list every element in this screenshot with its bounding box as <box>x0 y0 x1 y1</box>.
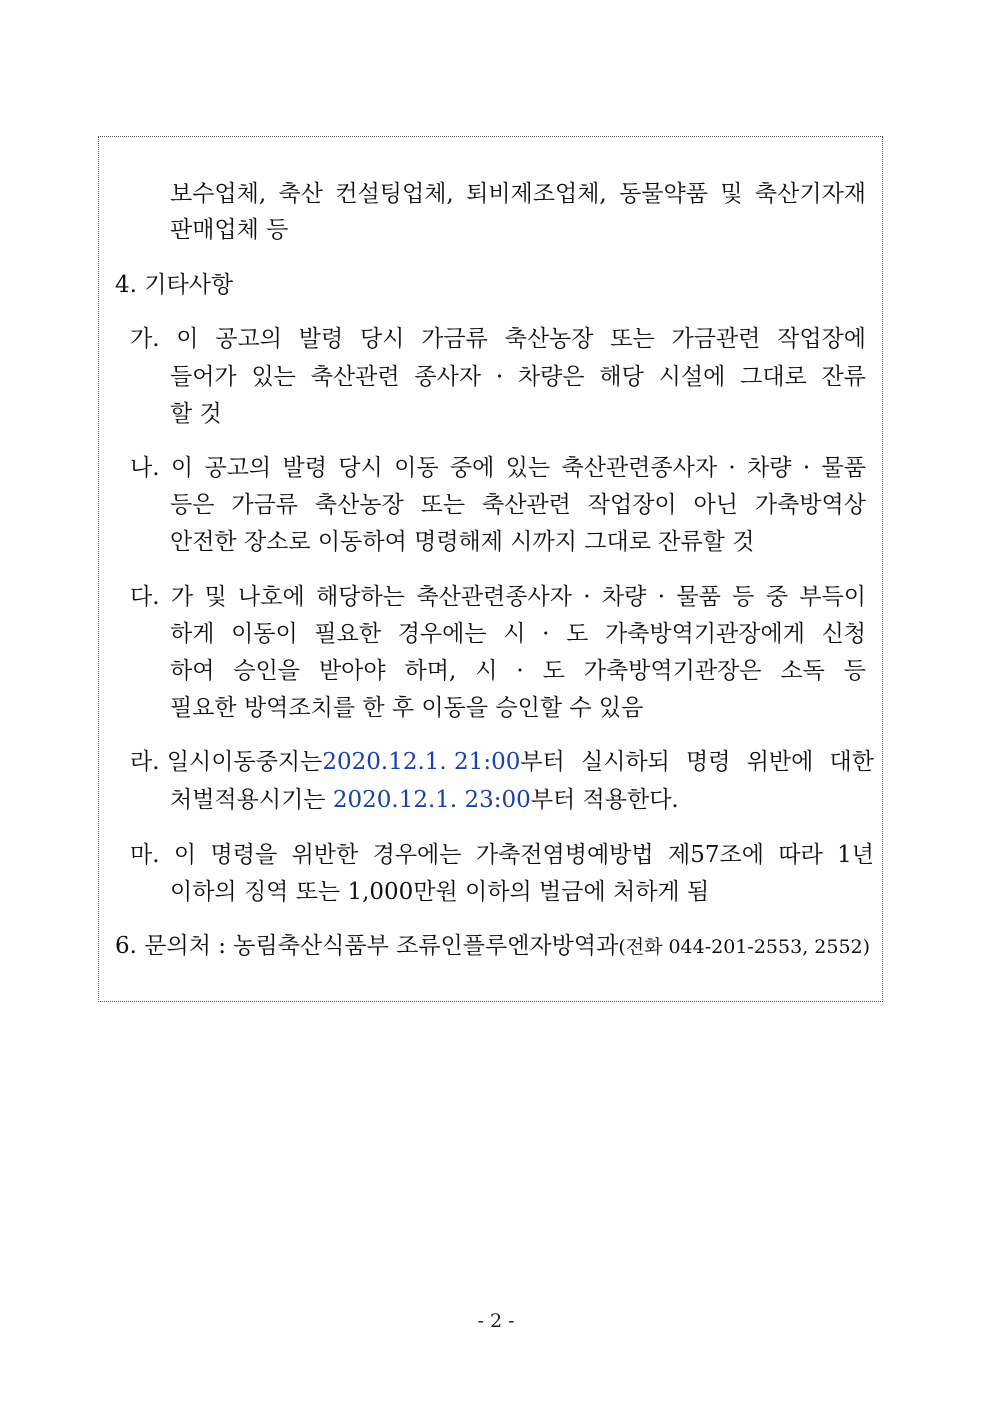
item-ra-line <box>130 747 874 777</box>
item-ga-line: 가. 이 공고의 발령 당시 가금류 축산농장 또는 가금관련 작업장에 <box>130 326 866 352</box>
item-da-line: 하게 이동이 필요한 경우에는 시 · 도 가축방역기관장에게 신청 <box>170 621 866 647</box>
item-ma-line: 마. 이 명령을 위반한 경우에는 가축전염병예방법 제57조에 따라 1년 <box>130 842 874 868</box>
item-na-line: 나. 이 공고의 발령 당시 이동 중에 있는 축산관련종사자 · 차량 · 물품 <box>130 455 866 481</box>
section-heading: 4. 기타사항 <box>115 272 234 298</box>
text-segment: 부터 적용한다. <box>530 787 679 813</box>
text-segment: 처벌적용시기는 <box>170 787 333 813</box>
item-ga-line: 들어가 있는 축산관련 종사자 · 차량은 해당 시설에 그대로 잔류 <box>170 364 866 390</box>
item-ga-line: 할 것 <box>170 401 222 427</box>
item-ra-line <box>170 785 679 815</box>
notice-box <box>98 136 883 1002</box>
text-segment: 부터 실시하되 명령 위반에 대한 <box>520 749 874 775</box>
text-line: 판매업체 등 <box>170 217 289 243</box>
start-datetime: 2020.12.1. 21:00 <box>322 749 521 775</box>
item-na-line: 등은 가금류 축산농장 또는 축산관련 작업장이 아닌 가축방역상 <box>170 492 866 518</box>
item-da-line: 하여 승인을 받아야 하며, 시 · 도 가축방역기관장은 소독 등 <box>170 658 866 684</box>
item-na-line: 안전한 장소로 이동하여 명령해제 시까지 그대로 잔류할 것 <box>170 529 755 555</box>
page-number: - 2 - <box>477 1310 515 1332</box>
item-da-line: 필요한 방역조치를 한 후 이동을 승인할 수 있음 <box>170 695 644 721</box>
item-ma-line: 이하의 징역 또는 1,000만원 이하의 벌금에 처하게 됨 <box>170 879 710 905</box>
penalty-datetime: 2020.12.1. 23:00 <box>332 787 531 813</box>
contact-line <box>115 931 870 962</box>
text-line: 보수업체, 축산 컨설팅업체, 퇴비제조업체, 동물약품 및 축산기자재 <box>170 181 866 207</box>
contact-phone: (전화 044-201-2553, 2552) <box>618 936 871 958</box>
item-da-line: 다. 가 및 나호에 해당하는 축산관련종사자 · 차량 · 물품 등 중 부득이 <box>130 584 866 610</box>
text-segment: 라. 일시이동중지는 <box>130 749 323 775</box>
contact-department: 6. 문의처 : 농림축산식품부 조류인플루엔자방역과 <box>115 933 619 959</box>
